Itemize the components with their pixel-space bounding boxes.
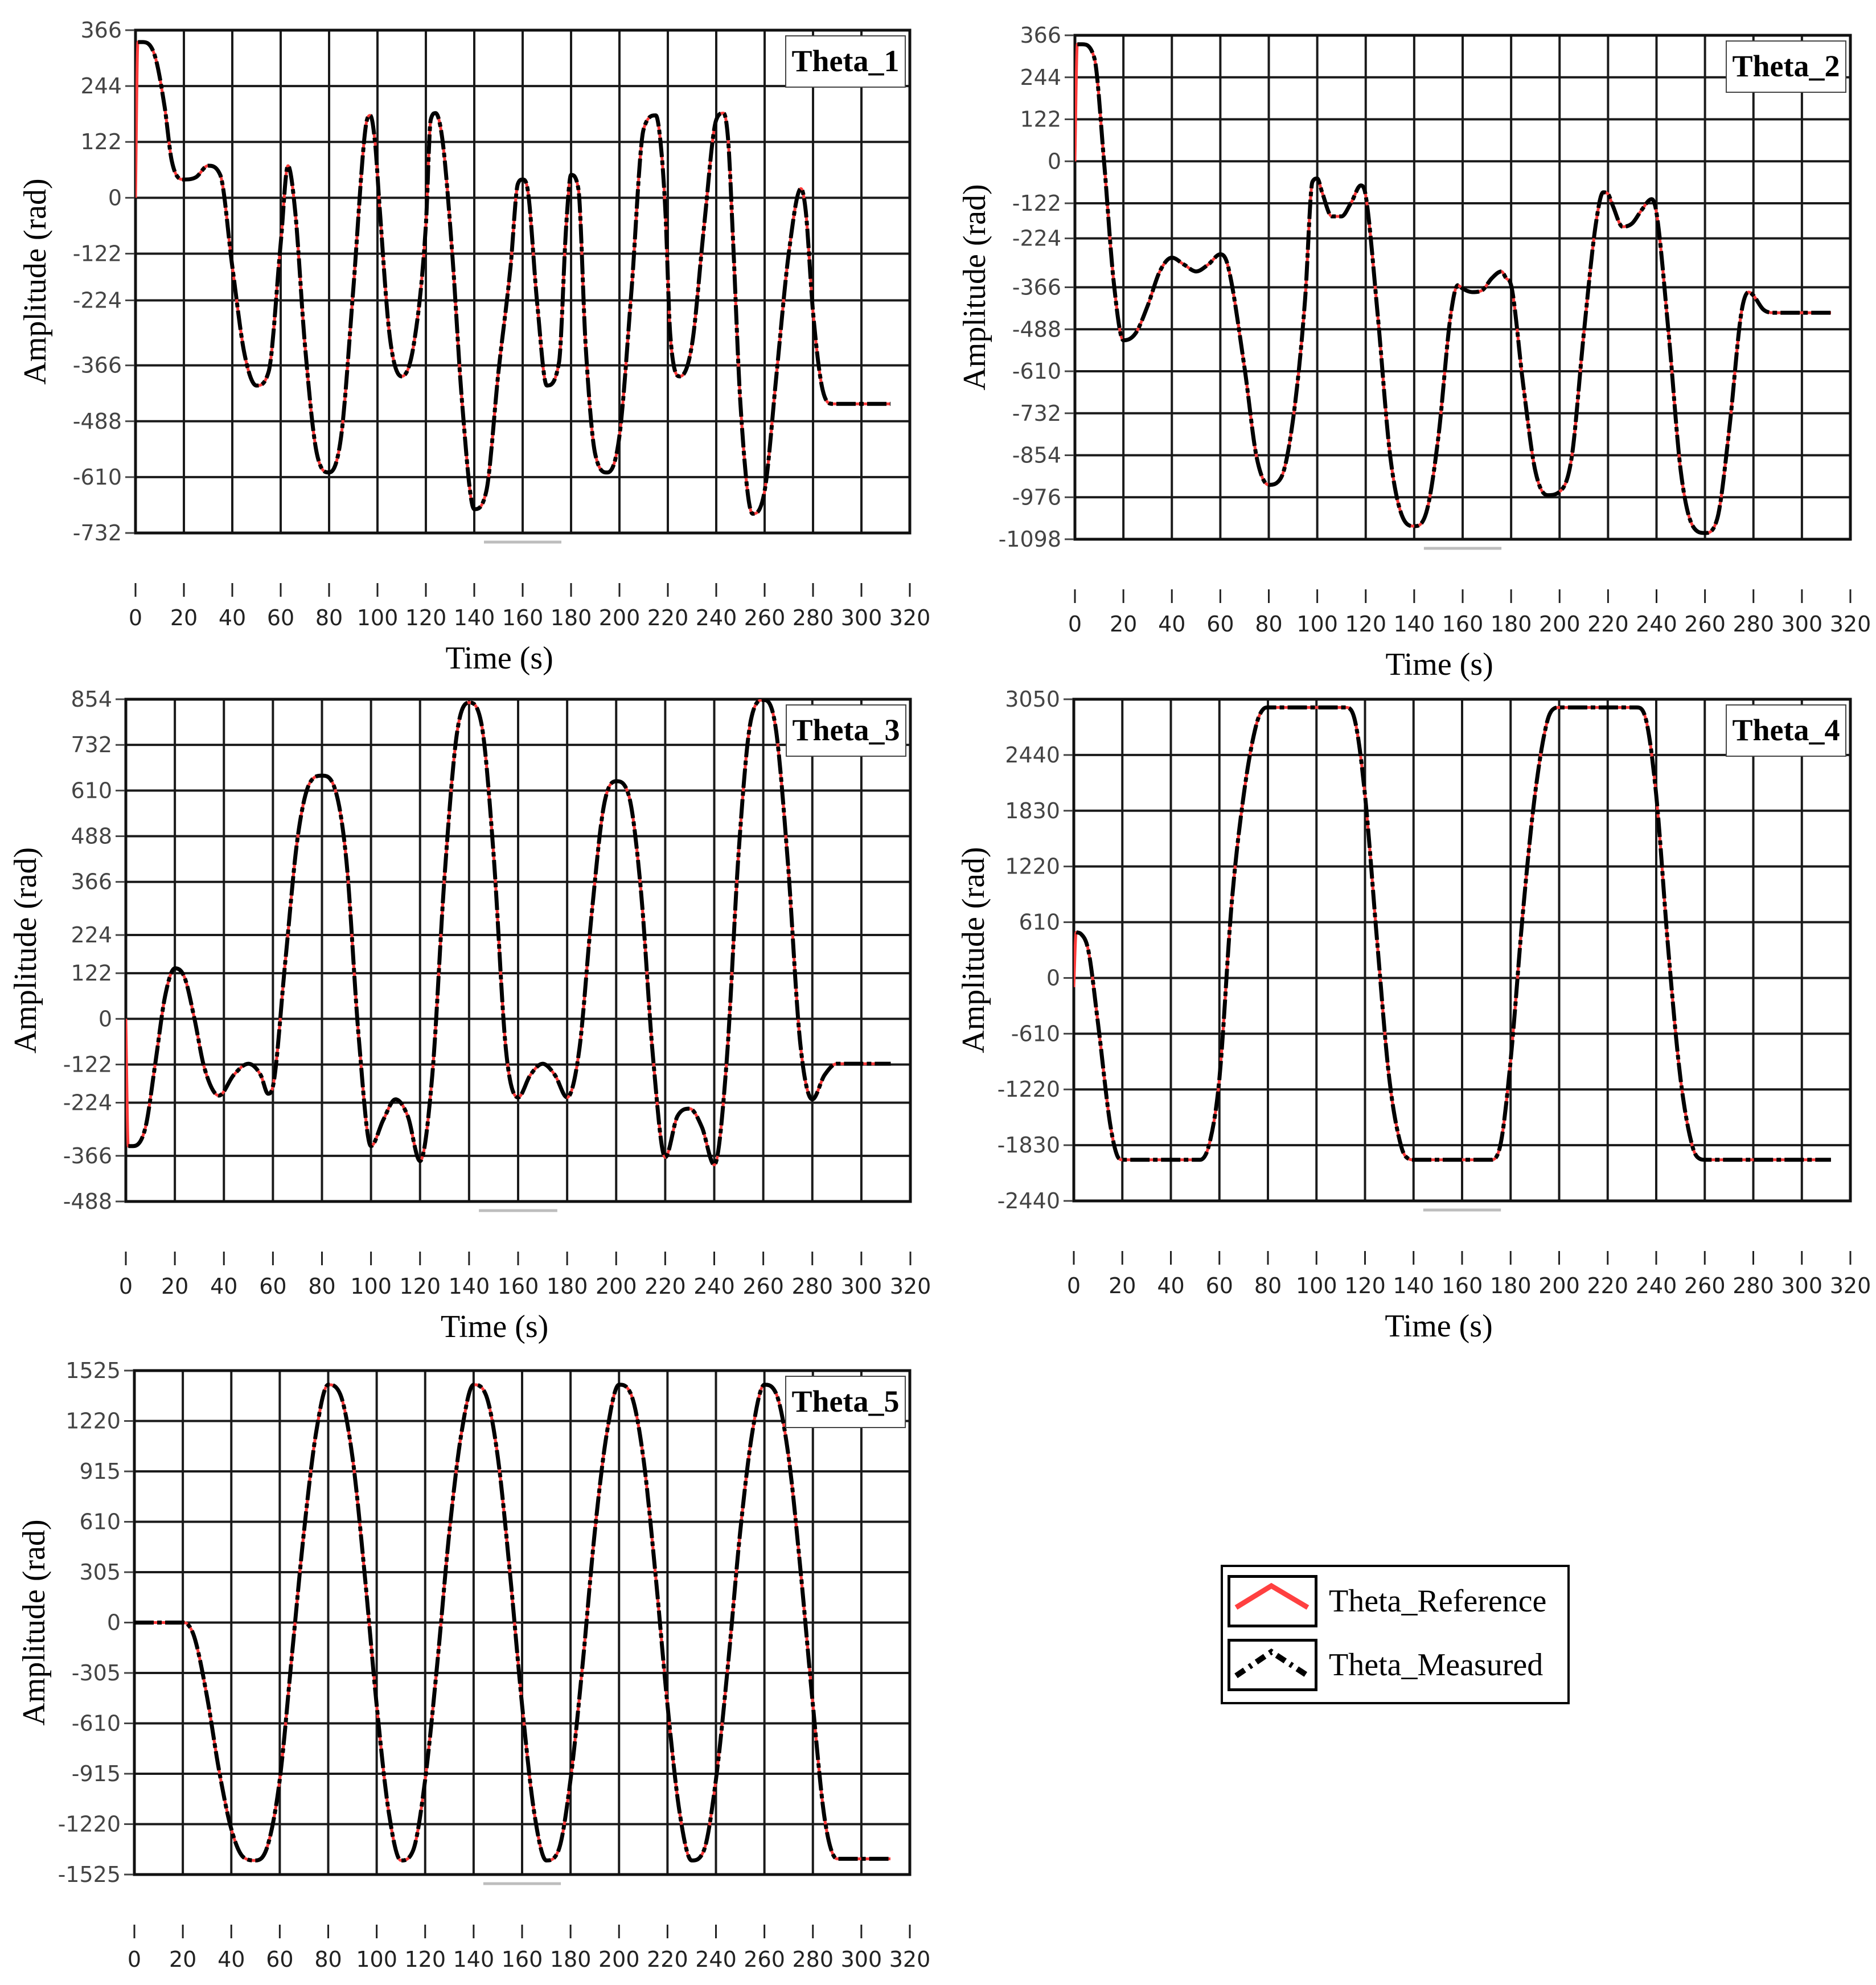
legend	[1221, 1565, 1570, 1704]
x-tick-label: 260	[1684, 612, 1726, 637]
x-tick-label: 160	[497, 1274, 539, 1299]
x-tick-label: 280	[1733, 1273, 1774, 1298]
x-tick-label: 20	[169, 1947, 197, 1972]
y-tick-label: 0	[98, 1006, 112, 1032]
x-tick-label: 320	[1829, 612, 1871, 637]
y-tick-label: -1098	[998, 527, 1061, 552]
x-tick-label: 160	[501, 1947, 543, 1972]
x-tick-label: 20	[170, 605, 198, 630]
x-tick-label: 140	[453, 605, 495, 630]
y-tick-label: 122	[71, 961, 112, 986]
gridlines	[134, 1371, 910, 1875]
x-axis-title: Time (s)	[1385, 647, 1493, 682]
x-tick-label: 200	[595, 1274, 637, 1299]
y-tick-label: 0	[1047, 149, 1061, 174]
y-tick-label: 0	[108, 185, 122, 211]
chart-panel-theta-2	[957, 23, 1871, 682]
x-tick-label: 220	[647, 605, 689, 630]
x-tick-label: 320	[889, 605, 931, 630]
x-tick-label: 100	[350, 1274, 392, 1299]
x-tick-label: 320	[889, 1274, 931, 1299]
x-tick-label: 180	[550, 605, 592, 630]
x-tick-label: 300	[1781, 1273, 1823, 1298]
x-tick-label: 280	[1733, 612, 1775, 637]
y-tick-label: -224	[1012, 225, 1061, 251]
series-theta-measured	[1077, 44, 1831, 533]
chart-panel-theta-5	[17, 1358, 931, 1972]
x-tick-label: 260	[1684, 1273, 1726, 1298]
y-tick-label: -610	[1012, 359, 1061, 384]
y-tick-label: 0	[1046, 965, 1060, 991]
y-axis-title: Amplitude (rad)	[18, 178, 53, 385]
x-tick-label: 220	[1587, 1273, 1629, 1298]
y-tick-label: -732	[1012, 400, 1061, 426]
plot-area	[18, 18, 931, 676]
panel-title: Theta_2	[1732, 49, 1840, 83]
x-tick-label: 80	[314, 1947, 342, 1972]
x-tick-label: 80	[308, 1274, 336, 1299]
y-tick-label: -610	[71, 1711, 121, 1736]
plot-area	[956, 687, 1871, 1344]
reference-line-icon	[1228, 1575, 1317, 1627]
x-tick-label: 180	[546, 1274, 588, 1299]
y-tick-label: 1830	[1005, 798, 1060, 823]
x-tick-label: 160	[1442, 612, 1484, 637]
y-axis-title: Amplitude (rad)	[8, 847, 43, 1054]
series-theta-reference	[136, 42, 890, 514]
y-tick-label: -610	[1011, 1021, 1060, 1047]
y-tick-label: 305	[79, 1560, 121, 1585]
x-tick-label: 240	[695, 1947, 737, 1972]
x-tick-label: 280	[791, 1274, 834, 1299]
x-tick-label: 0	[1068, 612, 1082, 637]
y-tick-label: -2440	[997, 1188, 1060, 1213]
panel-title: Theta_5	[791, 1384, 900, 1418]
x-tick-label: 180	[549, 1947, 592, 1972]
y-tick-label: -976	[1012, 485, 1061, 510]
panel-title-box	[786, 1376, 905, 1428]
x-tick-label: 120	[1344, 1273, 1386, 1298]
y-tick-label: -122	[72, 241, 122, 266]
x-tick-label: 40	[1157, 1273, 1185, 1298]
x-tick-label: 80	[1254, 1273, 1282, 1298]
x-tick-label: 100	[1296, 612, 1338, 637]
x-tick-label: 320	[1829, 1273, 1871, 1298]
panel-title-box	[1726, 41, 1846, 92]
x-tick-label: 60	[266, 605, 295, 630]
x-tick-label: 320	[889, 1947, 931, 1972]
x-tick-label: 40	[217, 1947, 245, 1972]
y-tick-label: -224	[72, 288, 122, 313]
panel-title-box	[1726, 705, 1846, 756]
y-tick-label: 366	[80, 18, 122, 43]
y-tick-label: -915	[71, 1761, 121, 1786]
y-tick-label: 244	[80, 73, 122, 99]
y-tick-label: -366	[72, 352, 122, 378]
y-tick-label: 366	[1020, 23, 1061, 48]
x-tick-label: 120	[405, 605, 447, 630]
y-tick-label: -224	[63, 1090, 112, 1115]
y-tick-label: 610	[79, 1509, 121, 1535]
y-tick-label: 915	[79, 1459, 121, 1484]
x-tick-label: 260	[744, 605, 786, 630]
x-tick-label: 0	[127, 1947, 142, 1972]
chart-panel-theta-1	[18, 18, 931, 676]
y-tick-label: 854	[71, 687, 112, 712]
plot-area	[17, 1358, 931, 1972]
y-tick-label: -122	[1012, 191, 1061, 216]
y-tick-label: 244	[1020, 64, 1061, 90]
y-tick-label: -1220	[997, 1077, 1060, 1102]
y-tick-label: 122	[1020, 106, 1061, 132]
x-tick-label: 260	[742, 1274, 784, 1299]
y-tick-label: 1525	[65, 1358, 121, 1383]
y-axis-title: Amplitude (rad)	[17, 1519, 52, 1726]
y-tick-label: -366	[63, 1143, 112, 1168]
y-tick-label: -488	[1012, 317, 1061, 342]
y-tick-label: -305	[71, 1660, 121, 1685]
legend-label-reference: Theta_Reference	[1329, 1584, 1547, 1619]
x-tick-label: 0	[128, 605, 143, 630]
panel-title-box	[786, 705, 906, 756]
x-tick-label: 120	[399, 1274, 441, 1299]
series-theta-measured	[1076, 707, 1831, 1159]
y-tick-label: 610	[71, 778, 112, 803]
series-theta-measured	[138, 42, 890, 514]
x-tick-label: 20	[1109, 1273, 1136, 1298]
series-theta-measured	[128, 700, 890, 1164]
x-tick-label: 60	[1205, 1273, 1233, 1298]
x-tick-label: 0	[118, 1274, 133, 1299]
y-axis-title: Amplitude (rad)	[956, 847, 991, 1053]
x-tick-label: 140	[1393, 612, 1435, 637]
y-tick-label: 488	[71, 823, 112, 849]
y-tick-label: 122	[80, 129, 122, 155]
series-theta-reference	[126, 700, 891, 1164]
legend-item-measured	[1228, 1639, 1543, 1691]
plot-area	[957, 23, 1871, 682]
x-tick-label: 180	[1490, 612, 1532, 637]
y-tick-label: 366	[71, 869, 112, 895]
y-tick-label: -610	[72, 464, 122, 490]
y-tick-label: -1830	[997, 1133, 1060, 1158]
y-tick-label: 2440	[1005, 742, 1060, 768]
y-tick-label: -854	[1012, 442, 1061, 468]
y-tick-label: 732	[71, 732, 112, 758]
x-tick-label: 240	[695, 605, 737, 630]
x-tick-label: 200	[598, 605, 641, 630]
x-tick-label: 120	[404, 1947, 446, 1972]
x-tick-label: 100	[1295, 1273, 1337, 1298]
x-tick-label: 300	[840, 1947, 882, 1972]
y-tick-label: -1220	[58, 1811, 121, 1837]
x-axis-title: Time (s)	[441, 1309, 549, 1344]
x-tick-label: 200	[598, 1947, 640, 1972]
x-tick-label: 220	[1587, 612, 1629, 637]
x-axis-title: Time (s)	[1385, 1309, 1493, 1344]
x-tick-label: 220	[645, 1274, 686, 1299]
x-tick-label: 20	[161, 1274, 189, 1299]
y-tick-label: -366	[1012, 274, 1061, 300]
panel-title: Theta_4	[1732, 713, 1840, 747]
x-tick-label: 300	[840, 1274, 882, 1299]
y-tick-label: 1220	[65, 1408, 121, 1434]
series-theta-reference	[1074, 707, 1831, 1159]
x-tick-label: 220	[647, 1947, 688, 1972]
x-tick-label: 60	[259, 1274, 287, 1299]
x-tick-label: 160	[502, 605, 544, 630]
x-tick-label: 180	[1489, 1273, 1532, 1298]
x-tick-label: 140	[1393, 1273, 1435, 1298]
y-tick-label: 610	[1019, 909, 1060, 935]
x-tick-label: 200	[1538, 612, 1581, 637]
x-tick-label: 280	[792, 605, 834, 630]
y-tick-label: -488	[63, 1189, 112, 1214]
x-tick-label: 300	[840, 605, 882, 630]
x-tick-label: 260	[744, 1947, 785, 1972]
legend-item-reference	[1228, 1575, 1546, 1627]
y-tick-label: 224	[71, 922, 112, 948]
legend-label-measured: Theta_Measured	[1329, 1647, 1544, 1683]
series-theta-reference	[1075, 44, 1831, 533]
x-tick-label: 140	[453, 1947, 495, 1972]
y-tick-label: -122	[63, 1052, 112, 1077]
x-tick-label: 300	[1781, 612, 1823, 637]
x-tick-label: 80	[1255, 612, 1283, 637]
y-tick-label: 1220	[1005, 854, 1060, 879]
y-tick-label: 0	[106, 1610, 121, 1635]
x-tick-label: 100	[356, 1947, 397, 1972]
gridlines	[136, 30, 910, 533]
panel-title: Theta_3	[792, 713, 900, 747]
y-tick-label: -1525	[58, 1862, 121, 1887]
x-tick-label: 200	[1538, 1273, 1580, 1298]
x-tick-label: 60	[266, 1947, 294, 1972]
x-tick-label: 240	[1636, 612, 1677, 637]
x-tick-label: 80	[315, 605, 343, 630]
y-tick-label: 3050	[1005, 687, 1060, 712]
x-tick-label: 40	[218, 605, 247, 630]
y-axis-title: Amplitude (rad)	[957, 184, 992, 391]
x-tick-label: 120	[1345, 612, 1387, 637]
plot-area	[8, 687, 931, 1344]
chart-panel-theta-4	[956, 687, 1871, 1344]
gridlines	[1074, 699, 1850, 1201]
y-tick-label: -732	[72, 520, 122, 546]
x-tick-label: 280	[792, 1947, 834, 1972]
x-tick-label: 160	[1441, 1273, 1483, 1298]
x-tick-label: 0	[1066, 1273, 1081, 1298]
x-tick-label: 100	[356, 605, 399, 630]
x-tick-label: 20	[1109, 612, 1138, 637]
panel-title: Theta_1	[791, 44, 900, 78]
x-tick-label: 240	[1635, 1273, 1677, 1298]
measured-line-icon	[1228, 1639, 1317, 1691]
x-axis-title: Time (s)	[445, 641, 553, 676]
x-tick-label: 40	[210, 1274, 238, 1299]
x-tick-label: 60	[1206, 612, 1234, 637]
y-tick-label: -488	[72, 408, 122, 434]
x-tick-label: 140	[448, 1274, 490, 1299]
chart-panel-theta-3	[8, 687, 931, 1344]
panel-title-box	[786, 36, 905, 87]
x-tick-label: 240	[693, 1274, 735, 1299]
x-tick-label: 40	[1158, 612, 1186, 637]
